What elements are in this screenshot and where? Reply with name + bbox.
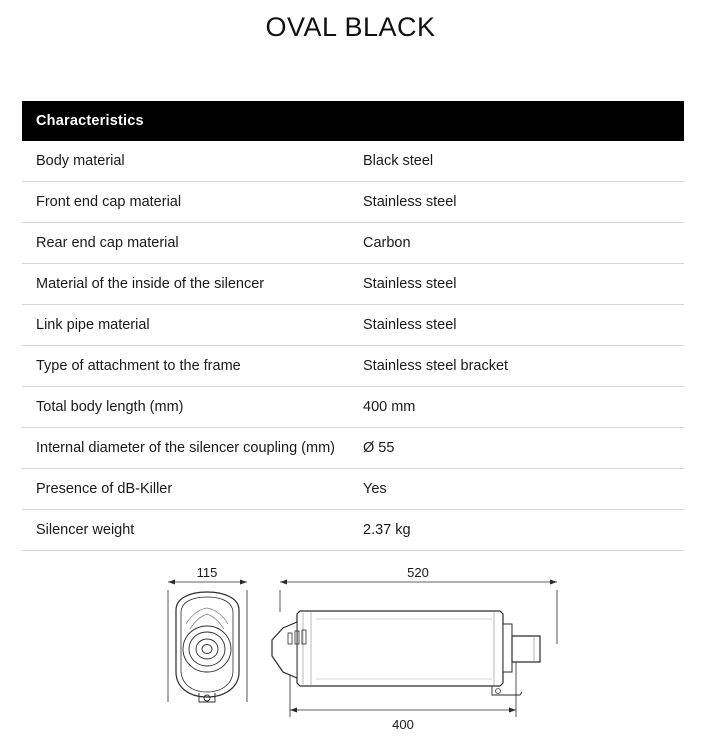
row-value: 400 mm [353, 387, 684, 428]
row-value: Yes [353, 469, 684, 510]
technical-drawing [0, 552, 701, 737]
row-value: Stainless steel [353, 264, 684, 305]
table-row [22, 141, 684, 182]
row-label: Type of attachment to the frame [22, 346, 353, 387]
row-label: Material of the inside of the silencer [22, 264, 353, 305]
side-view-outlet [512, 636, 540, 662]
table-row [22, 510, 684, 551]
table-header [22, 101, 684, 141]
table-row [22, 346, 684, 387]
table-row [22, 182, 684, 223]
overall-length-dimension-label: 520 [407, 565, 429, 580]
front-width-dimension-label: 115 [196, 565, 218, 580]
body-length-dimension-label: 400 [392, 717, 414, 732]
row-label: Front end cap material [22, 182, 353, 223]
side-view-front-cap [272, 622, 297, 678]
row-label: Link pipe material [22, 305, 353, 346]
row-label: Rear end cap material [22, 223, 353, 264]
row-label: Total body length (mm) [22, 387, 353, 428]
row-value: Stainless steel [353, 305, 684, 346]
row-value: Carbon [353, 223, 684, 264]
page-title: OVAL BLACK [265, 12, 436, 42]
table-body [22, 141, 684, 551]
table-row [22, 469, 684, 510]
characteristics-table [22, 101, 684, 551]
table-row [22, 428, 684, 469]
row-value: Stainless steel [353, 182, 684, 223]
row-value: Stainless steel bracket [353, 346, 684, 387]
table-row [22, 387, 684, 428]
table-header-cell: Characteristics [22, 101, 684, 141]
row-value: Black steel [353, 141, 684, 182]
row-label: Body material [22, 141, 353, 182]
side-view-body [297, 611, 503, 686]
table-row [22, 305, 684, 346]
row-value: Ø 55 [353, 428, 684, 469]
table-row [22, 264, 684, 305]
row-value: 2.37 kg [353, 510, 684, 551]
table-row [22, 223, 684, 264]
table-header-row [22, 101, 684, 141]
row-label: Internal diameter of the silencer coupling (mm) [22, 428, 353, 469]
row-label: Presence of dB-Killer [22, 469, 353, 510]
row-label: Silencer weight [22, 510, 353, 551]
